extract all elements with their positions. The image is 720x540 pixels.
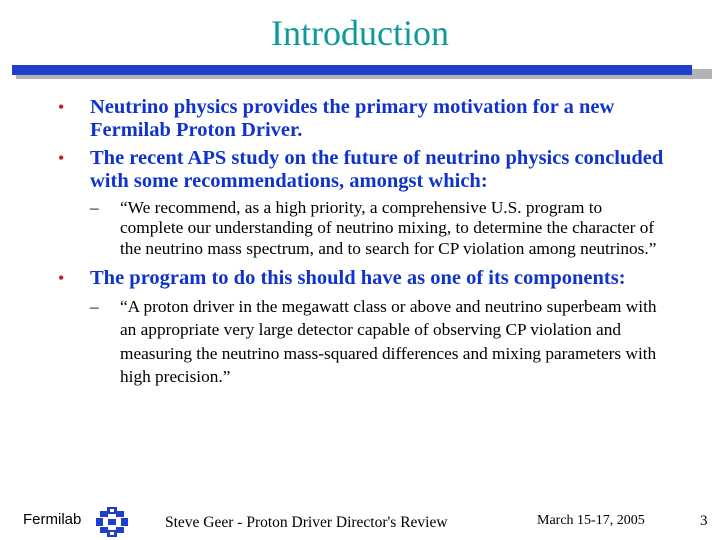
sub-bullet-marker: – [90,296,99,316]
bullet-2 [58,147,668,193]
bullet-3 [58,267,668,290]
footer-logo-text: Fermilab [23,511,82,528]
bullet-1-text: Neutrino physics provides the primary motivation for a new Fermilab Proton Driver. [90,96,615,141]
fermilab-logo-icon [95,506,129,538]
sub-bullet-2-text: “We recommend, as a high priority, a comprehensive U.S. program to complete our understanding of neutrino mixing, to determine the character of the neutrino mass spectrum, and to search for CP violation among neutrinos.” [120,198,657,258]
footer-date: March 15-17, 2005 [537,513,645,528]
sub-bullet-marker: – [90,198,99,217]
sub-bullet-2 [58,198,668,259]
footer-presenter: Steve Geer - Proton Driver Director's Review [165,514,448,531]
bullet-marker: • [58,97,65,117]
slide-body [58,96,668,397]
sub-bullet-3-text: “A proton driver in the megawatt class or above and neutrino superbeam with an appropriate very large detector capable of observing CP violation and measuring the neutrino mass-squared differences and mixing parameters with high precision.” [120,296,657,387]
title-rule [12,65,692,75]
bullet-marker: • [58,267,65,288]
page-number: 3 [700,513,708,529]
bullet-2-text: The recent APS study on the future of neutrino physics concluded with some recommendations, amongst which: [90,147,664,192]
bullet-marker: • [58,148,65,168]
sub-bullet-3 [58,295,668,389]
bullet-3-text: The program to do this should have as one of its components: [90,266,626,289]
bullet-1 [58,96,668,142]
slide-title: Introduction [271,13,449,53]
